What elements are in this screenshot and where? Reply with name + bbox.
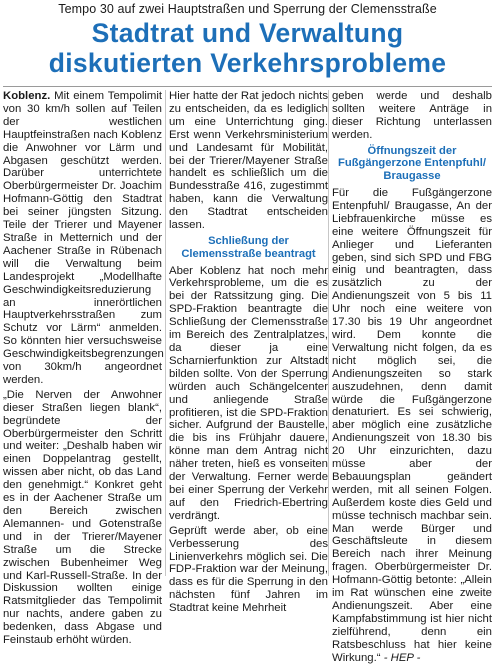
paragraph [332,187,492,665]
paragraph-text: Mit einem Tempolimit von 30 km/h sollen auf Teilen der westlichen Hauptfeinstraßen nach Koblenz die Anwohner vor Lärm und Abgasen geschützt werden. Darüber unterrichtete Oberbürgermeister Dr. Joachim Hofmann-Göttig den Stadtrat bei seiner jüngsten Sitzung. Teile der Trierer und Mayener Straße in Metternich und der Aachener Straße in Rübenach will die Verwaltung beim Landesprojekt „Modellhafte Geschwindigkeitsreduzierung an innerörtlichen Hauptverkehrsstraßen zum Schutz vor Lärm“ anmelden. So könnten hier versuchsweise Geschwindigkeitsbegrenzungen von 30km/h angeordnet werden. [3,90,164,386]
header-divider [3,86,492,87]
paragraph: Aber Koblenz hat noch mehr Verkehrsprobleme, um die es bei der Ratssitzung ging. Die SPD-Fraktion beantragte die Schließung der Clemensstraße im Bereich des Zentralplatzes, da dieser ja eine Scharnierfunktion zur Altstadt bilden sollte. Von der Sperrung würden auch Schängelcenter und anliegende Straße profitieren, ist die SPD-Fraktion sicher. Aufgrund der Baustelle, die bis ins Frühjahr dauere, könne man dem Antrag nicht näher treten, hieß es vonseiten der Verwaltung. Ferner werde bei einer Sperrung der Verkehr auf den Friedrich-Ebertring verdrängt. [169,264,328,522]
headline-line-1: Stadtrat und Verwaltung [91,18,404,48]
paragraph: Hier hatte der Rat jedoch nichts zu entscheiden, da es lediglich um eine Unterrichtung ging. Erst wenn Verkehrsministerium und Landesamt für Mobilität, bei der Trierer/Mayener Straße handelt es schließlich um die Bundesstraße 416, zugestimmt haben, kann die Verwaltung den Stadtrat entscheiden lassen. [169,90,328,232]
paragraph [3,90,162,387]
article-column-1 [3,90,164,647]
subheading-clemensstrasse: Schließung der Clemensstraße beantragt [181,234,316,260]
subheading-fussgaengerzone: Öffnungszeit der Fußgängerzone Entenpfuhl/ Braugasse [338,144,486,183]
dateline: Koblenz. [3,90,51,102]
headline [0,18,495,78]
paragraph-text: Für die Fußgängerzone Entenpfuhl/ Braugasse, An der Liebfrauenkirche müsse es eine weitere Öffnungszeit für Anlieger und Lieferanten geben, sind sich SPD und FBG einig und beantragten, dass zusätzlich zu der Andienungszeit von 5 bis 11 Uhr noch eine weitere von 17.30 bis 19 Uhr angeordnet wird. Dem konnte die Verwaltung nicht folgen, da es nicht möglich sei, die Andienungszeiten so stark auszudehnen, denn damit würde die Fußgängerzone denaturiert. Es sei schwierig, aber möglich eine zusätzliche Andienungszeit von 18.30 bis 20 Uhr einzurichten, dazu müsse aber der Bebauungsplan geändert werden, mit all seinen Folgen. Außerdem koste dies Geld und müsse technisch machbar sein. Man werde Bürger und Geschäftsleute in diesem Bereich nach ihrer Meinung fragen. Oberbürgermeister Dr. Hofmann-Göttig betonte: „Allein im Rat wünschen eine zweite Andienungszeit. Aber eine Kampfabstimmung ist hier nicht zielführend, denn ein Ratsbeschluss hat hier keine Wirkung.“ [332,187,492,664]
author-byline: - HEP - [383,651,421,664]
article-column-2 [169,90,328,615]
headline-line-2: diskutierten Verkehrsprobleme [48,48,447,78]
column-divider-2 [328,90,329,576]
paragraph: geben werde und deshalb sollten weitere Anträge in dieser Richtung unterlassen werden. [332,90,492,141]
kicker-line: Tempo 30 auf zwei Hauptstraßen und Sperrung der Clemensstraße [58,2,437,16]
article-column-3 [332,90,492,664]
paragraph: „Die Nerven der Anwohner dieser Straßen liegen blank“, begründete der Oberbürgermeister den Schritt und weiter: „Deshalb haben wir einen Doppelantrag gestellt, wissen aber nicht, ob das Land den genehmigt.“ Konkret geht es in der Aachener Straße um den Bereich zwischen Alemannen- und Gotenstraße und in der Trierer/Mayener Straße um die Strecke zwischen Bubenheimer Weg und Karl-Russell-Straße. In der Diskussion wollten einige Ratsmitglieder das Tempolimit nur nachts, andere gaben zu bedenken, dass Abgase und Feinstaub erhöht würden. [3,388,162,647]
paragraph: Geprüft werde aber, ob eine Verbesserung des Linienverkehrs möglich sei. Die FDP-Fraktion war der Meinung, dass es für die Sperrung in den nächsten fünf Jahren im Stadtrat keine Mehrheit [169,524,328,615]
column-divider-1 [165,90,166,576]
